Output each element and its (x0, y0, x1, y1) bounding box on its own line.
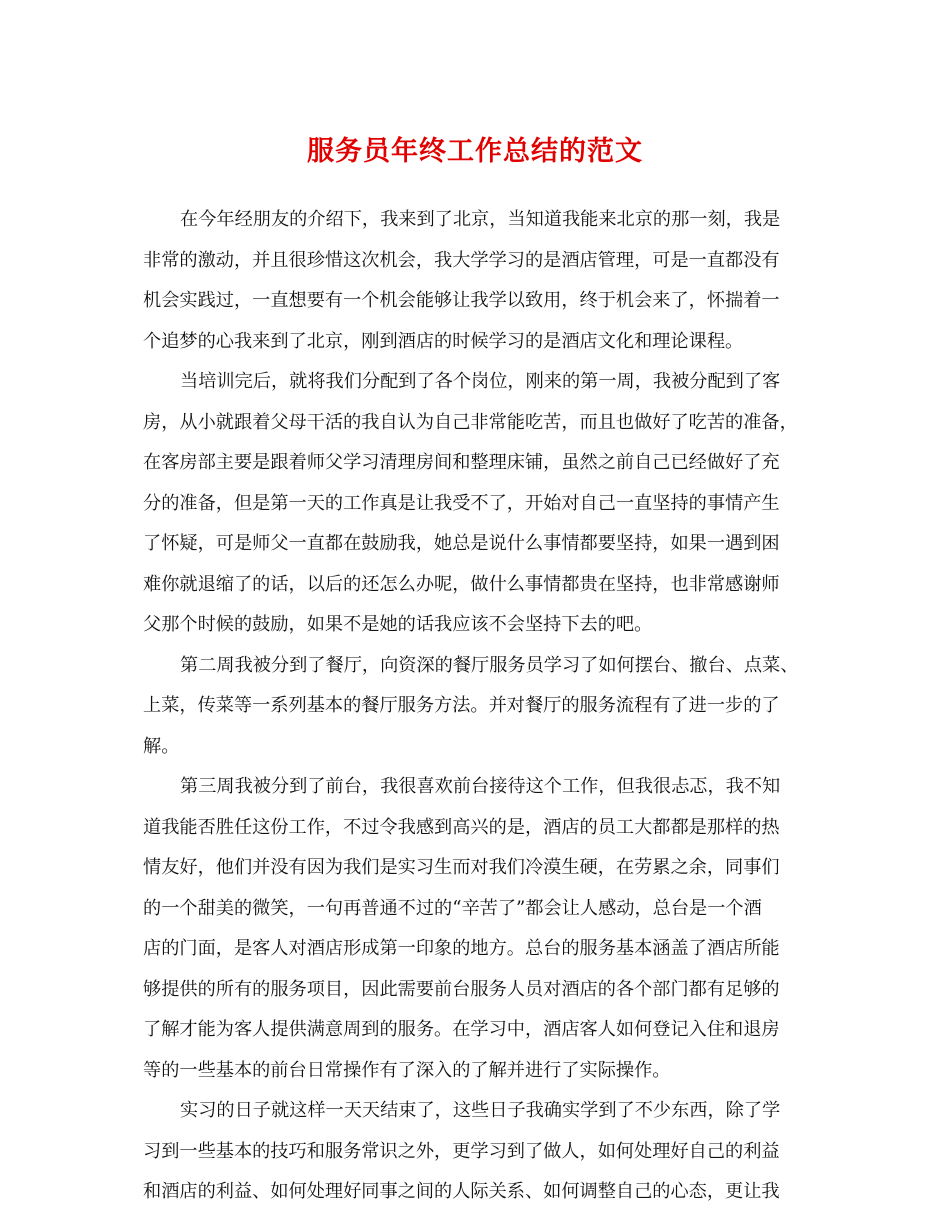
paragraph (143, 646, 811, 768)
paragraph-line: 房，从小就跟着父母干活的我自认为自己非常能吃苦，而且也做好了吃苦的准备， (143, 411, 798, 433)
paragraph-line: 了怀疑，可是师父一直都在鼓励我，她总是说什么事情都要坚持，如果一遇到困 (143, 533, 780, 554)
paragraph (143, 1091, 811, 1213)
paragraph-line: 等的一些基本的前台日常操作有了深入的了解并进行了实际操作。 (143, 1059, 671, 1081)
paragraph-line: 的一个甜美的微笑，一句再普通不过的“辛苦了”都会让人感动，总台是一个酒 (143, 897, 762, 919)
document-title: 服务员年终工作总结的范文 (307, 136, 643, 167)
paragraph-line: 在今年经朋友的介绍下，我来到了北京，当知道我能来北京的那一刻，我是 (180, 209, 781, 230)
paragraph-line: 机会实践过，一直想要有一个机会能够让我学以致用，终于机会来了，怀揣着一 (143, 290, 780, 311)
paragraph-line: 非常的激动，并且很珍惜这次机会，我大学学习的是酒店管理，可是一直都没有 (143, 249, 780, 271)
paragraph-line: 当培训完后，就将我们分配到了各个岗位，刚来的第一周，我被分配到了客 (180, 371, 781, 392)
paragraph-line: 个追梦的心我来到了北京，刚到酒店的时候学习的是酒店文化和理论课程。 (143, 330, 744, 352)
paragraph-line: 店的门面，是客人对酒店形成第一印象的地方。总台的服务基本涵盖了酒店所能 (143, 938, 780, 959)
paragraph-line: 了解才能为客人提供满意周到的服务。在学习中，酒店客人如何登记入住和退房 (143, 1019, 780, 1040)
paragraph-line: 分的准备，但是第一天的工作真是让我受不了，开始对自己一直坚持的事情产生 (143, 492, 780, 514)
paragraph (143, 767, 811, 1091)
paragraph-line: 上菜，传菜等一系列基本的餐厅服务方法。并对餐厅的服务流程有了进一步的了 (143, 695, 780, 716)
paragraph-line: 情友好，他们并没有因为我们是实习生而对我们冷漠生硬，在劳累之余，同事们 (143, 857, 780, 878)
paragraph-line: 第三周我被分到了前台，我很喜欢前台接待这个工作，但我很忐忑，我不知 (180, 776, 781, 797)
paragraph (143, 362, 811, 646)
paragraph-line: 够提供的所有的服务项目，因此需要前台服务人员对酒店的各个部门都有足够的 (143, 978, 780, 1000)
paragraph-line: 习到一些基本的技巧和服务常识之外，更学习到了做人，如何处理好自己的利益 (143, 1140, 780, 1162)
document-body (143, 200, 811, 1213)
paragraph-line: 难你就退缩了的话，以后的还怎么办呢，做什么事情都贵在坚持，也非常感谢师 (143, 573, 780, 595)
paragraph-line: 和酒店的利益、如何处理好同事之间的人际关系、如何调整自己的心态，更让我 (143, 1181, 780, 1202)
paragraph-line: 在客房部主要是跟着师父学习清理房间和整理床铺，虽然之前自己已经做好了充 (143, 452, 780, 473)
paragraph-line: 解。 (143, 735, 180, 757)
paragraph-line: 道我能否胜任这份工作，不过令我感到高兴的是，酒店的员工大都都是那样的热 (143, 816, 780, 838)
paragraph-line: 父那个时候的鼓励，如果不是她的话我应该不会坚持下去的吧。 (143, 614, 653, 635)
paragraph-line: 实习的日子就这样一天天结束了，这些日子我确实学到了不少东西，除了学 (180, 1100, 781, 1121)
paragraph (143, 200, 811, 362)
paragraph-line: 第二周我被分到了餐厅，向资深的餐厅服务员学习了如何摆台、撤台、点菜、 (180, 654, 799, 676)
